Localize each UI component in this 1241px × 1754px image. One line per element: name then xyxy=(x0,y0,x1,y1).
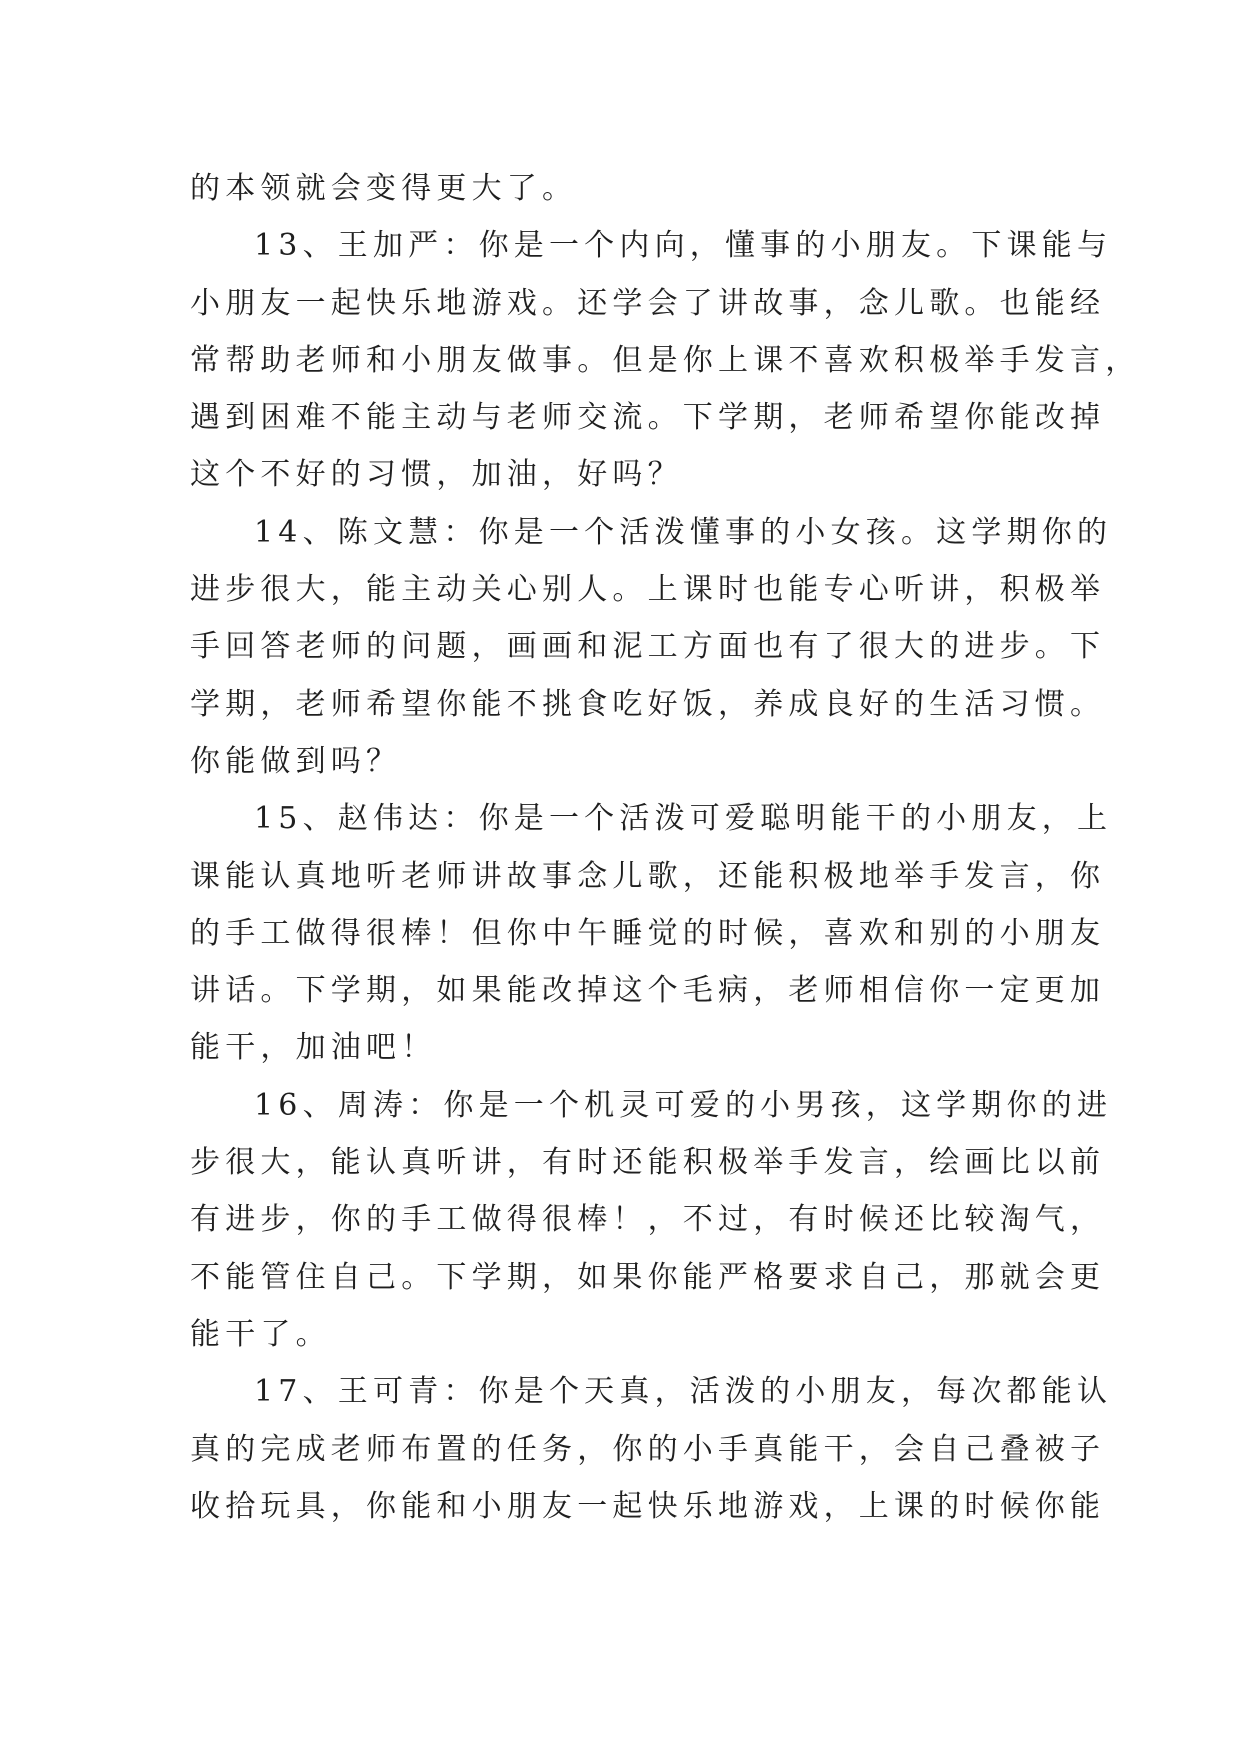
text-line: 真的完成老师布置的任务，你的小手真能干，会自己叠被子 xyxy=(190,1431,1106,1467)
text-line: 遇到困难不能主动与老师交流。下学期，老师希望你能改掉 xyxy=(190,400,1106,436)
text-line: 小朋友一起快乐地游戏。还学会了讲故事，念儿歌。也能经 xyxy=(190,285,1106,321)
text-line: 课能认真地听老师讲故事念儿歌，还能积极地举手发言，你 xyxy=(190,858,1106,894)
paragraph-15-line-1: 15、赵伟达：你是一个活泼可爱聪明能干的小朋友，上 xyxy=(254,801,1113,837)
text-line: 能干，加油吧！ xyxy=(190,1030,437,1066)
text-line: 进步很大，能主动关心别人。上课时也能专心听讲，积极举 xyxy=(190,572,1106,608)
text-line: 有进步，你的手工做得很棒！，不过，有时候还比较淘气， xyxy=(190,1202,1106,1238)
text-line: 手回答老师的问题，画画和泥工方面也有了很大的进步。下 xyxy=(190,629,1106,665)
text-line: 学期，老师希望你能不挑食吃好饭，养成良好的生活习惯。 xyxy=(190,686,1106,722)
text-line: 你能做到吗？ xyxy=(190,743,402,779)
paragraph-14-line-1: 14、陈文慧：你是一个活泼懂事的小女孩。这学期你的 xyxy=(254,514,1113,550)
paragraph-16-line-1: 16、周涛：你是一个机灵可爱的小男孩，这学期你的进 xyxy=(254,1087,1113,1123)
paragraph-13-line-1: 13、王加严：你是一个内向，懂事的小朋友。下课能与 xyxy=(254,228,1113,264)
document-body xyxy=(190,160,1141,1535)
text-line: 的本领就会变得更大了。 xyxy=(190,171,578,206)
text-line: 步很大，能认真听讲，有时还能积极举手发言，绘画比以前 xyxy=(190,1145,1106,1181)
text-line: 这个不好的习惯，加油，好吗？ xyxy=(190,457,683,493)
text-line: 常帮助老师和小朋友做事。但是你上课不喜欢积极举手发言， xyxy=(190,342,1141,378)
text-line: 讲话。下学期，如果能改掉这个毛病，老师相信你一定更加 xyxy=(190,973,1106,1009)
text-line: 的手工做得很棒！但你中午睡觉的时候，喜欢和别的小朋友 xyxy=(190,915,1106,951)
paragraph-17-line-1: 17、王可青：你是个天真，活泼的小朋友，每次都能认 xyxy=(254,1374,1113,1410)
text-line: 能干了。 xyxy=(190,1316,331,1352)
text-line: 不能管住自己。下学期，如果你能严格要求自己，那就会更 xyxy=(190,1259,1106,1295)
text-line: 收拾玩具，你能和小朋友一起快乐地游戏，上课的时候你能 xyxy=(190,1488,1106,1524)
